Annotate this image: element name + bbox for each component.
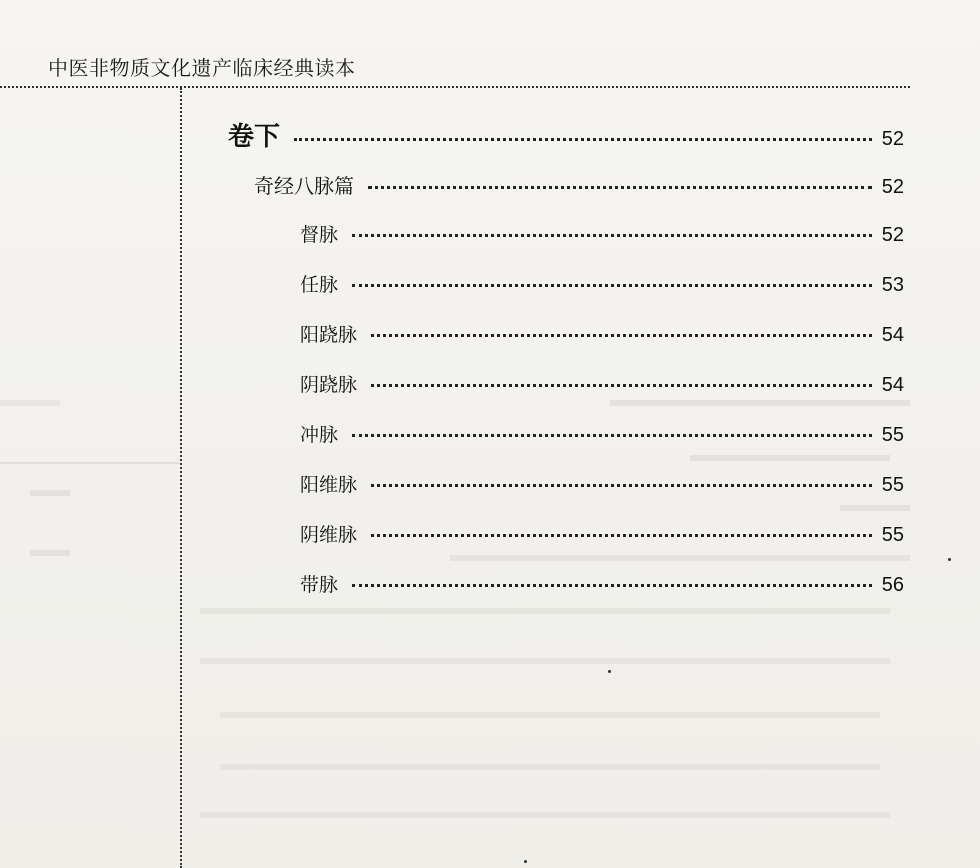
toc-entry-section[interactable] [300,470,904,497]
toc-dot-leader [371,534,872,537]
toc-entry-volume[interactable] [228,116,904,153]
toc-dot-leader [352,284,872,287]
toc-entry-page: 52 [881,224,904,246]
toc-dot-leader [352,584,872,587]
toc-entry-section[interactable] [300,420,904,447]
toc-entry-page: 55 [881,474,904,496]
toc-entry-page: 54 [881,374,904,396]
toc-entry-section[interactable] [300,370,904,397]
toc-entry-section[interactable] [300,520,904,547]
toc-dot-leader [371,384,872,387]
toc-entry-label: 冲脉 [300,424,339,446]
toc-entry-page: 54 [881,324,904,346]
toc-entry-page: 52 [881,128,904,150]
toc-entry-label: 督脉 [300,224,339,246]
toc-dot-leader [371,484,872,487]
toc-entry-page: 52 [881,176,904,198]
toc-dot-leader [371,334,872,337]
toc-entry-page: 55 [881,524,904,546]
running-header: 中医非物质文化遗产临床经典读本 [48,56,356,80]
toc-entry-label: 带脉 [300,574,339,596]
toc-entry-label: 任脉 [300,274,339,296]
toc-entry-label: 奇经八脉篇 [254,174,354,198]
toc-entry-label: 阴跷脉 [300,374,358,396]
toc-entry-chapter[interactable] [254,170,904,199]
print-speck [608,670,611,673]
toc-dot-leader [294,138,872,141]
toc-entry-section[interactable] [300,270,904,297]
toc-entry-section[interactable] [300,570,904,597]
toc-entry-label: 阳跷脉 [300,324,358,346]
toc-dot-leader [368,186,872,189]
toc-entry-label: 卷下 [228,122,281,152]
toc-dot-leader [352,434,872,437]
print-speck [524,860,527,863]
toc-entry-section[interactable] [300,220,904,247]
toc-dot-leader [352,234,872,237]
print-speck [948,558,951,561]
toc-entry-page: 55 [881,424,904,446]
toc-entry-section[interactable] [300,320,904,347]
toc-entry-page: 53 [881,274,904,296]
toc-entry-label: 阳维脉 [300,474,358,496]
toc-entry-page: 56 [881,574,904,596]
toc-entry-label: 阴维脉 [300,524,358,546]
